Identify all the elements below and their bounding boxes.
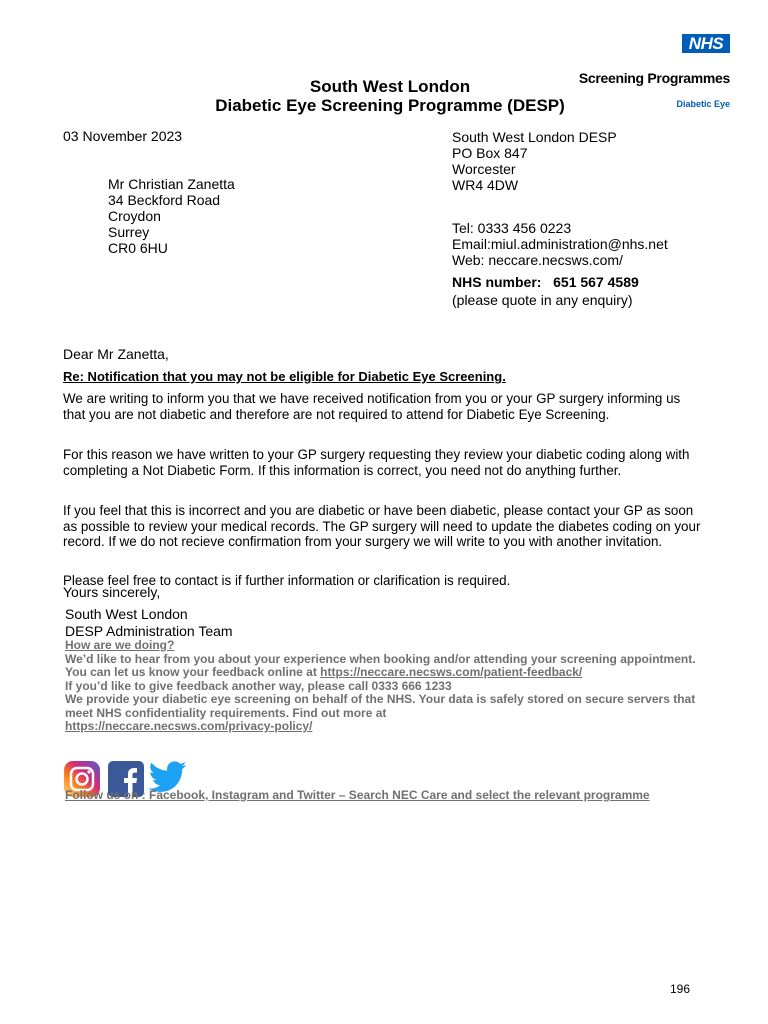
sender-contact	[452, 220, 668, 268]
signature-line-1: South West London	[65, 606, 188, 622]
paragraph-4: Please feel free to contact is if further information or clarification is required.	[63, 573, 511, 588]
page-number: 196	[669, 982, 690, 996]
nhs-number-label: NHS number:	[452, 274, 542, 290]
nhs-number-value: 651 567 4589	[553, 274, 639, 290]
sender-web[interactable]: Web: neccare.necsws.com/	[452, 252, 623, 268]
feedback-heading[interactable]: How are we doing?	[65, 638, 175, 652]
closing: Yours sincerely,	[63, 584, 161, 600]
subject-line: Re: Notification that you may not be eligible for Diabetic Eye Screening.	[63, 369, 506, 384]
sender-tel: Tel: 0333 456 0223	[452, 220, 572, 236]
recipient-line: CR0 6HU	[108, 240, 168, 256]
sender-address	[452, 129, 617, 193]
screening-programmes-label: Screening Programmes	[578, 70, 730, 86]
paragraph-3: If you feel that this is incorrect and you are diabetic or have been diabetic, please contact your GP as soon as possible to review your medical records. The GP surgery will need to update the diabetes coding on your record. If we do not recieve confirmation from your surgery we will write to you with another invitation.	[63, 503, 701, 549]
recipient-line: 34 Beckford Road	[108, 192, 221, 208]
header-title-line1: South West London	[309, 77, 471, 96]
feedback-text-1-body: We’d like to hear from you about your experience when booking and/or attending your screening appointment. You can let us know your feedback online at	[65, 651, 696, 679]
recipient-line: Mr Christian Zanetta	[108, 176, 235, 192]
header-title-line2: Diabetic Eye Screening Programme (DESP)	[215, 96, 565, 115]
recipient-line: Surrey	[108, 224, 150, 240]
signature-line-2: DESP Administration Team	[65, 623, 233, 639]
sender-line: PO Box 847	[452, 145, 528, 161]
feedback-text-3: We provide your diabetic eye screening on behalf of the NHS. Your data is safely stored on secure servers that meet NHS confidentiality requirements. Find out more at	[65, 692, 696, 720]
feedback-section	[65, 639, 715, 734]
letter-date: 03 November 2023	[63, 128, 183, 144]
paragraph-1: We are writing to inform you that we have received notification from you or your GP surgery informing us that you are not diabetic and therefore are not required to attend for Diabetic Eye Screening.	[63, 391, 681, 422]
recipient-address	[108, 176, 235, 256]
sender-email[interactable]: Email:miul.administration@nhs.net	[452, 236, 668, 252]
salutation: Dear Mr Zanetta,	[63, 346, 169, 362]
paragraph-2: For this reason we have written to your GP surgery requesting they review your diabetic coding along with completing a Not Diabetic Form. If this information is correct, you need not do anything further.	[63, 447, 690, 478]
feedback-text-1	[65, 653, 715, 680]
nhs-number	[452, 274, 639, 290]
recipient-line: Croydon	[108, 208, 161, 224]
feedback-text-2: If you’d like to give feedback another way, please call 0333 666 1233	[65, 678, 452, 693]
sender-line: South West London DESP	[452, 129, 617, 145]
sender-line: WR4 4DW	[452, 177, 519, 193]
social-follow-line: Follow us on : Facebook, Instagram and Twitter – Search NEC Care and select the relevant programme	[65, 788, 650, 802]
sender-line: Worcester	[452, 161, 516, 177]
nhs-logo: NHS	[682, 34, 730, 53]
privacy-policy-link[interactable]: https://neccare.necsws.com/privacy-policy/	[65, 719, 313, 733]
quote-note: (please quote in any enquiry)	[452, 292, 633, 308]
diabetic-eye-label: Diabetic Eye	[676, 99, 730, 109]
patient-feedback-link[interactable]: https://neccare.necsws.com/patient-feedback/	[320, 665, 583, 679]
